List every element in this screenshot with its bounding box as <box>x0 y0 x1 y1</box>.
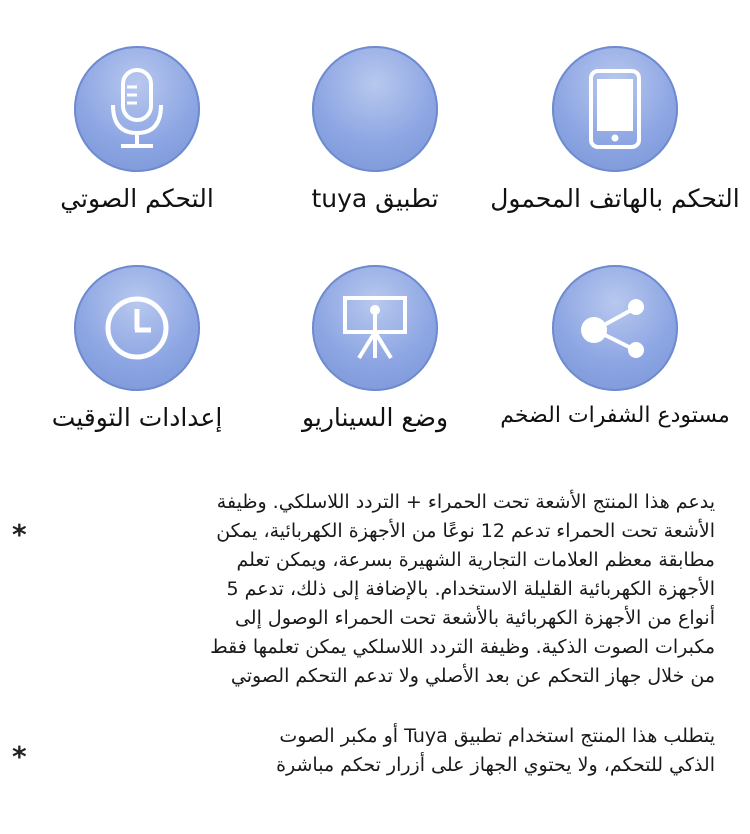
feature-label: تطبيق tuya <box>311 184 439 213</box>
smartphone-icon <box>588 68 642 150</box>
feature-circle <box>74 265 200 391</box>
feature-scenario-mode <box>250 265 500 455</box>
note-line: يدعم هذا المنتج الأشعة تحت الحمراء + التردد اللاسلكي. وظيفة <box>216 491 715 513</box>
note-line: الأجهزة الكهربائية القليلة الاستخدام. بالإضافة إلى ذلك، تدعم 5 <box>226 578 715 600</box>
note-line: من خلال جهاز التحكم عن بعد الأصلي ولا تدعم التحكم الصوتي <box>230 665 715 687</box>
feature-tuya-app <box>250 46 500 236</box>
microphone-icon <box>105 67 169 151</box>
note-marker: * <box>12 740 27 773</box>
share-icon <box>579 292 651 364</box>
feature-mobile-control <box>490 46 740 236</box>
clock-icon <box>103 294 171 362</box>
note-line: مكبرات الصوت الذكية. وظيفة التردد اللاسلكي يمكن تعلمها فقط <box>210 636 715 658</box>
feature-circle <box>312 265 438 391</box>
note-text <box>40 488 715 691</box>
feature-voice-control <box>12 46 262 236</box>
feature-code-library <box>490 265 740 455</box>
note-marker: * <box>12 518 27 551</box>
feature-circle <box>74 46 200 172</box>
note-line: مطابقة معظم العلامات التجارية الشهيرة بسرعة، ويمكن تعلم <box>236 549 715 571</box>
feature-circle <box>552 46 678 172</box>
note-text <box>40 722 715 780</box>
feature-circle <box>552 265 678 391</box>
feature-circle <box>312 46 438 172</box>
feature-label: وضع السيناريو <box>301 403 449 432</box>
feature-label: إعدادات التوقيت <box>51 403 223 432</box>
feature-timer-settings <box>12 265 262 455</box>
feature-label: التحكم الصوتي <box>60 184 214 213</box>
projector-screen-icon <box>339 292 411 364</box>
note-line: يتطلب هذا المنتج استخدام تطبيق Tuya أو مكبر الصوت <box>279 725 715 747</box>
note-line: أنواع من الأجهزة الكهربائية بالأشعة تحت الحمراء الوصول إلى <box>234 607 715 629</box>
feature-label: التحكم بالهاتف المحمول <box>490 184 740 213</box>
feature-label: مستودع الشفرات الضخم <box>500 403 730 428</box>
note-line: الذكي للتحكم، ولا يحتوي الجهاز على أزرار تحكم مباشرة <box>276 754 715 776</box>
note-line: الأشعة تحت الحمراء تدعم 12 نوعًا من الأجهزة الكهربائية، يمكن <box>216 520 715 542</box>
